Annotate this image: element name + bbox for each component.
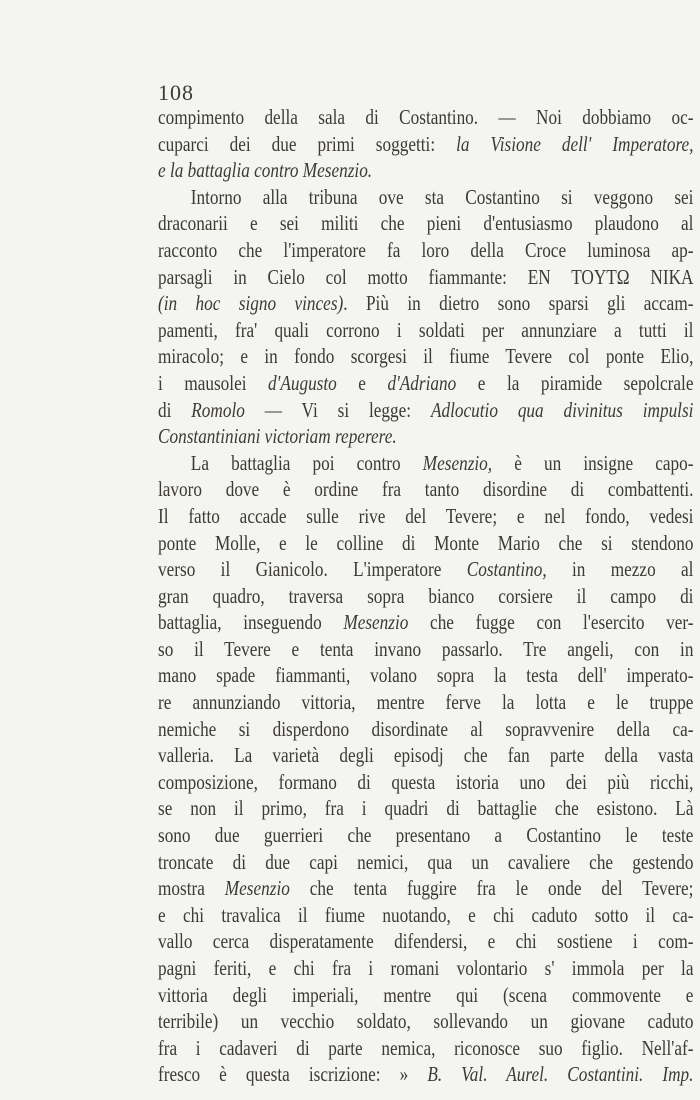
text-segment: gran quadro, traversa sopra bianco corsiere il campo di	[158, 583, 694, 608]
italic-text: d'Augusto	[268, 370, 337, 395]
text-segment: racconto che l'imperatore fa loro della Croce luminosa ap-	[158, 237, 694, 262]
italic-text: Mesenzio	[224, 876, 290, 901]
text-segment: compimento della sala di Costantino. — Noi dobbiamo oc-	[158, 105, 694, 129]
text-line	[158, 689, 693, 716]
text-segment: e la piramide sepolcrale	[456, 370, 694, 395]
text-line	[158, 902, 693, 929]
text-line	[158, 397, 693, 424]
italic-text: Constantiniani victoriam reperere.	[158, 424, 397, 449]
text-segment: . Più in dietro sono sparsi gli accam-	[343, 291, 694, 316]
text-segment: pamenti, fra' quali corrono i soldati per annunziare a tutti il	[158, 317, 694, 342]
text-line	[158, 556, 693, 583]
text-line	[158, 450, 693, 477]
text-line	[158, 503, 693, 530]
text-line	[158, 928, 693, 955]
text-line	[158, 982, 693, 1009]
text-line	[158, 955, 693, 982]
text-segment: se non il primo, fra i quadri di battaglie che esistono. Là	[158, 796, 694, 821]
text-line	[158, 131, 693, 158]
italic-text: e la battaglia contro Mesenzio.	[158, 158, 373, 183]
text-segment: troncate di due capi nemici, qua un cavaliere che gestendo	[158, 849, 694, 874]
text-line	[158, 662, 693, 689]
text-line	[158, 875, 693, 902]
text-segment: valleria. La varietà degli episodj che fan parte della vasta	[158, 743, 694, 768]
body-text	[158, 104, 694, 1088]
text-line	[158, 742, 693, 769]
text-segment: sono due guerrieri che presentano a Costantino le teste	[158, 823, 694, 848]
text-line	[158, 849, 693, 876]
italic-text: Adlocutio qua divinitus impulsi	[430, 397, 694, 422]
italic-text: d'Adriano	[387, 370, 457, 395]
text-line	[158, 583, 693, 610]
text-line	[158, 609, 693, 636]
text-segment: e chi travalica il fiume nuotando, e chi caduto sotto il ca-	[158, 902, 694, 927]
text-line	[158, 317, 693, 344]
text-line	[158, 795, 693, 822]
text-segment: e	[336, 370, 388, 395]
text-line	[158, 237, 693, 264]
text-line	[158, 636, 693, 663]
text-segment: di	[158, 397, 192, 422]
text-segment: i mausolei	[158, 370, 269, 395]
text-segment: Intorno alla tribuna ove sta Costantino si veggono sei	[190, 184, 694, 209]
text-line	[158, 1035, 693, 1062]
text-segment: parsagli in Cielo col motto fiammante: EN TOYTΩ NIKA	[158, 264, 694, 289]
text-segment: che tenta fuggire fra le onde del Tevere;	[289, 876, 694, 901]
text-segment: lavoro dove è ordine fra tanto disordine di combattenti.	[158, 477, 694, 502]
text-line	[158, 343, 693, 370]
text-line	[158, 716, 693, 743]
text-segment: vallo cerca disperatamente difendersi, e chi sostiene i com-	[158, 929, 694, 954]
text-segment: battaglia, inseguendo	[158, 610, 344, 635]
text-segment: fresco è questa iscrizione: »	[158, 1062, 428, 1087]
text-line	[158, 1008, 693, 1035]
text-segment: miracolo; e in fondo scorgesi il fiume Tevere col ponte Elio,	[158, 344, 694, 369]
text-line	[158, 423, 693, 450]
text-line	[158, 530, 693, 557]
text-segment: La battaglia poi contro	[190, 450, 423, 475]
text-segment: re annunziando vittoria, mentre ferve la lotta e le truppe	[158, 690, 694, 715]
text-segment: vittoria degli imperiali, mentre qui (scena commovente e	[158, 982, 694, 1007]
text-line	[158, 184, 693, 211]
text-segment: pagni feriti, e chi fra i romani volontario s' immola per la	[158, 956, 694, 980]
italic-text: Romolo	[191, 397, 245, 422]
text-segment: fra i cadaveri di parte nemica, riconosce suo figlio. Nell'af-	[158, 1035, 694, 1060]
italic-text: Mesenzio	[343, 610, 409, 635]
text-line	[158, 290, 693, 317]
text-line	[158, 476, 693, 503]
text-segment: composizione, formano di questa istoria uno dei più ricchi,	[158, 769, 694, 794]
text-line	[158, 769, 693, 796]
italic-text: la Visione dell' Imperatore,	[456, 131, 694, 156]
text-segment: verso il Gianicolo. L'imperatore	[158, 557, 467, 582]
text-segment: che fugge con l'esercito ver-	[408, 610, 694, 635]
text-line	[158, 370, 693, 397]
text-segment: nemiche si disperdono disordinate al sopravvenire della ca-	[158, 716, 694, 741]
text-segment: terribile) un vecchio soldato, sollevando un giovane caduto	[158, 1009, 694, 1034]
italic-text: B. Val. Aurel. Costantini. Imp.	[427, 1062, 694, 1087]
text-segment: cuparci dei due primi soggetti:	[158, 131, 457, 156]
text-line	[158, 264, 693, 291]
page-number: 108	[158, 80, 194, 105]
text-segment: mano spade fiammanti, volano sopra la testa dell' imperato-	[158, 663, 694, 688]
text-line	[158, 157, 693, 184]
text-segment: draconarii e sei militi che pieni d'entusiasmo plaudono al	[158, 211, 694, 236]
text-segment: Il fatto accade sulle rive del Tevere; e nel fondo, vedesi	[158, 503, 694, 528]
text-line	[158, 104, 693, 131]
text-line	[158, 210, 693, 237]
text-line	[158, 822, 693, 849]
italic-text: (in hoc signo vinces)	[158, 291, 344, 316]
italic-text: Mesenzio,	[422, 450, 493, 475]
text-line	[158, 1061, 693, 1088]
text-segment: in mezzo al	[546, 557, 694, 582]
text-segment: — Vi si legge:	[244, 397, 431, 422]
text-segment: è un insigne capo-	[492, 450, 694, 475]
text-segment: so il Tevere e tenta invano passarlo. Tre angeli, con in	[158, 636, 694, 661]
text-segment: ponte Molle, e le colline di Monte Mario che si stendono	[158, 530, 694, 555]
text-segment: mostra	[158, 876, 225, 901]
italic-text: Costantino,	[466, 557, 547, 582]
